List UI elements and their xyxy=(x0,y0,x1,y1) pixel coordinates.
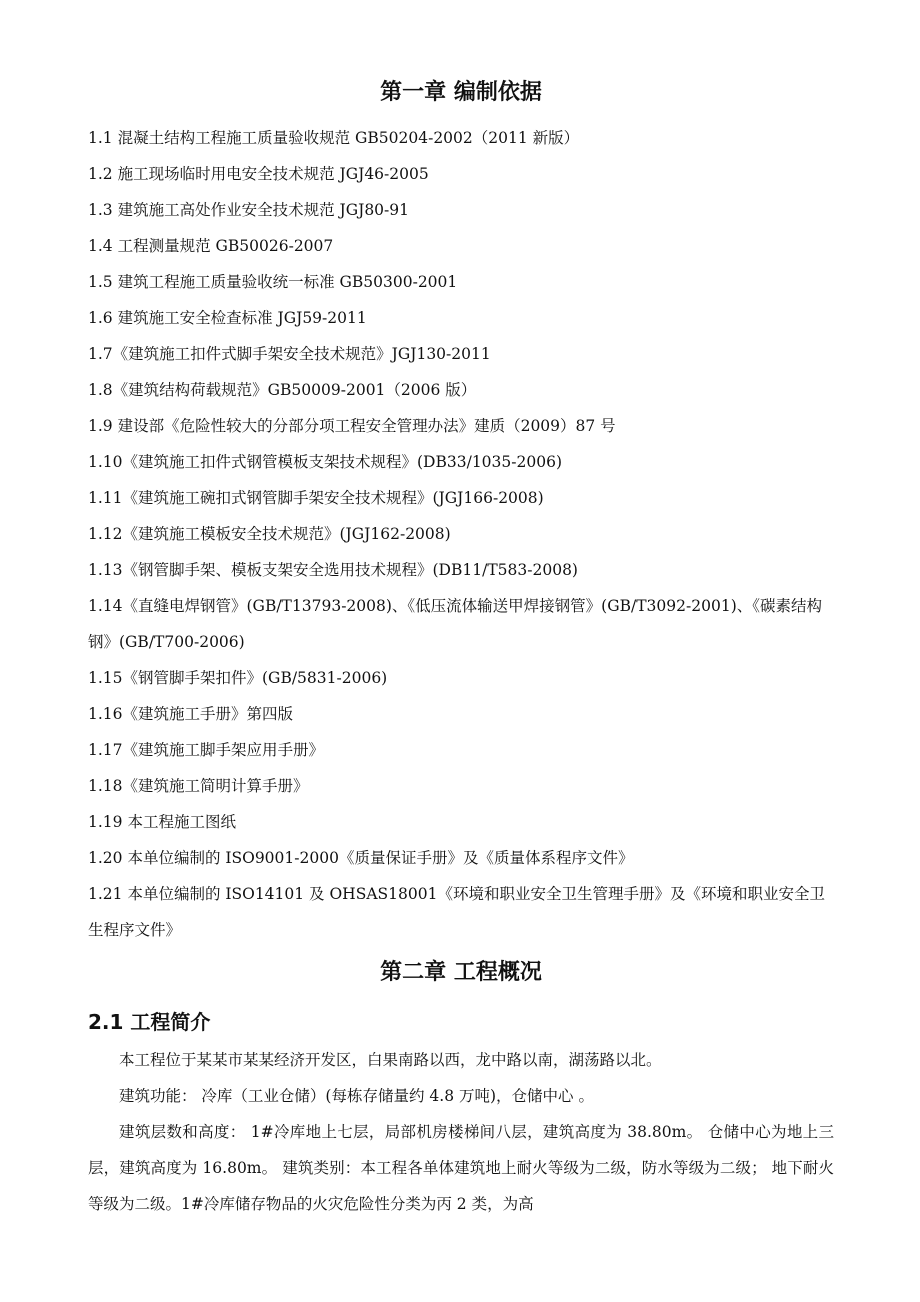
reference-item: 1.15《钢管脚手架扣件》(GB/5831-2006) xyxy=(88,669,388,687)
reference-item: 1.16《建筑施工手册》第四版 xyxy=(88,705,294,723)
reference-item: 1.20 本单位编制的 ISO9001-2000《质量保证手册》及《质量体系程序文件》 xyxy=(88,849,634,867)
reference-item: 1.1 混凝土结构工程施工质量验收规范 GB50204-2002（2011 新版） xyxy=(88,129,580,147)
reference-item: 1.19 本工程施工图纸 xyxy=(88,813,236,831)
reference-item: 1.13《钢管脚手架、模板支架安全选用技术规程》(DB11/T583-2008) xyxy=(88,561,578,579)
reference-list xyxy=(88,120,834,948)
chapter-2-title: 第二章 工程概况 xyxy=(380,960,542,985)
section-body xyxy=(88,1042,834,1222)
reference-item: 1.2 施工现场临时用电安全技术规范 JGJ46-2005 xyxy=(88,165,429,183)
paragraph: 本工程位于某某市某某经济开发区，白果南路以西，龙中路以南，湖荡路以北。 xyxy=(119,1051,662,1069)
reference-item: 1.7《建筑施工扣件式脚手架安全技术规范》JGJ130-2011 xyxy=(88,345,491,363)
reference-item: 1.17《建筑施工脚手架应用手册》 xyxy=(88,741,325,759)
reference-item: 1.21 本单位编制的 ISO14101 及 OHSAS18001《环境和职业安全卫生管理手册》及《环境和职业安全卫生程序文件》 xyxy=(88,885,825,939)
reference-item: 1.4 工程测量规范 GB50026-2007 xyxy=(88,237,334,255)
reference-item: 1.18《建筑施工简明计算手册》 xyxy=(88,777,309,795)
reference-item: 1.6 建筑施工安全检查标准 JGJ59-2011 xyxy=(88,309,367,327)
reference-item: 1.9 建设部《危险性较大的分部分项工程安全管理办法》建质（2009）87 号 xyxy=(88,417,616,435)
reference-item: 1.11《建筑施工碗扣式钢管脚手架安全技术规程》(JGJ166-2008) xyxy=(88,489,544,507)
chapter-1-title: 第一章 编制依据 xyxy=(380,80,542,105)
reference-item: 1.10《建筑施工扣件式钢管模板支架技术规程》(DB33/1035-2006) xyxy=(88,453,563,471)
reference-item: 1.8《建筑结构荷载规范》GB50009-2001（2006 版） xyxy=(88,381,477,399)
paragraph: 建筑层数和高度： 1#冷库地上七层，局部机房楼梯间八层，建筑高度为 38.80m。 仓储中心为地上三层，建筑高度为 16.80m。 建筑类别：本工程各单体建筑地上耐火等级为二级，防水等级为二级； 地下耐火等级为二级。1#冷库储存物品的火灾危险性分类为丙 2 类，为高 xyxy=(88,1123,834,1213)
section-title: 2.1 工程简介 xyxy=(88,1010,211,1034)
reference-item: 1.12《建筑施工模板安全技术规范》(JGJ162-2008) xyxy=(88,525,451,543)
reference-item: 1.14《直缝电焊钢管》(GB/T13793-2008)、《低压流体输送甲焊接钢管》(GB/T3092-2001)、《碳素结构钢》(GB/T700-2006) xyxy=(88,597,822,651)
reference-item: 1.5 建筑工程施工质量验收统一标准 GB50300-2001 xyxy=(88,273,458,291)
reference-item: 1.3 建筑施工高处作业安全技术规范 JGJ80-91 xyxy=(88,201,409,219)
paragraph: 建筑功能： 冷库（工业仓储）(每栋存储量约 4.8 万吨)，仓储中心 。 xyxy=(119,1087,594,1105)
